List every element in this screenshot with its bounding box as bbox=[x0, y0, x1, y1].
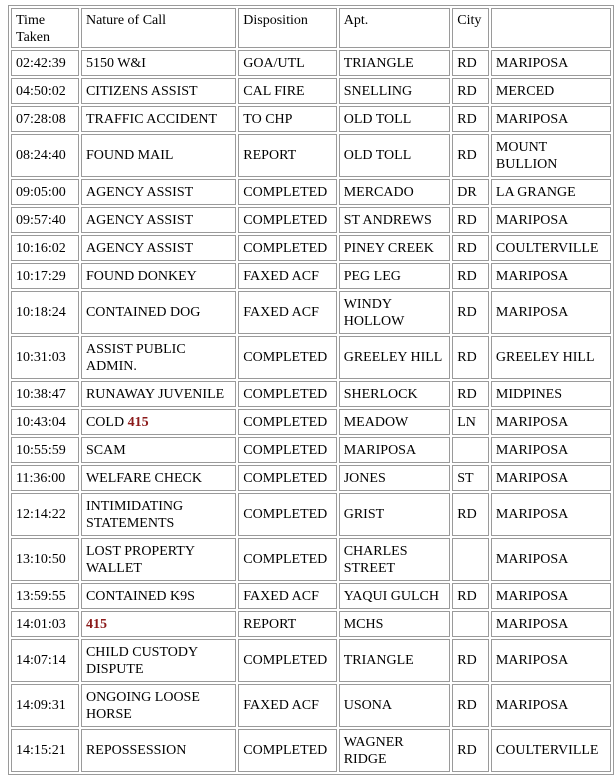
cell-apt: TRIANGLE bbox=[339, 639, 451, 682]
cell-disposition: COMPLETED bbox=[238, 409, 336, 435]
cell-nature bbox=[81, 134, 236, 177]
cell-nature bbox=[81, 291, 236, 334]
table-row bbox=[11, 611, 611, 637]
nature-text: CONTAINED DOG bbox=[85, 305, 201, 320]
cell-disposition: COMPLETED bbox=[238, 235, 336, 261]
nature-text: TRAFFIC ACCIDENT bbox=[85, 111, 218, 127]
nature-text: RUNAWAY JUVENILE bbox=[85, 386, 225, 402]
cell-nature bbox=[81, 50, 236, 76]
cell-place: MARIPOSA bbox=[491, 263, 611, 289]
table-row bbox=[11, 263, 611, 289]
nature-text: LOST PROPERTY WALLET bbox=[85, 543, 195, 576]
header-city: City bbox=[452, 8, 489, 48]
header-nature-of-call: Nature of Call bbox=[81, 8, 236, 48]
cell-nature bbox=[81, 465, 236, 491]
cell-disposition: REPORT bbox=[238, 611, 336, 637]
table-row bbox=[11, 291, 611, 334]
cell-time: 13:59:55 bbox=[11, 583, 79, 609]
table-row bbox=[11, 729, 611, 772]
cell-city: RD bbox=[452, 106, 489, 132]
cell-place: MARIPOSA bbox=[491, 538, 611, 581]
cell-nature bbox=[81, 235, 236, 261]
table-row bbox=[11, 465, 611, 491]
cell-place: MARIPOSA bbox=[491, 465, 611, 491]
cell-disposition: FAXED ACF bbox=[238, 291, 336, 334]
cell-time: 10:38:47 bbox=[11, 381, 79, 407]
cell-city bbox=[452, 437, 489, 463]
cell-time: 10:16:02 bbox=[11, 235, 79, 261]
cell-disposition: REPORT bbox=[238, 134, 336, 177]
nature-text: COLD bbox=[85, 414, 128, 430]
cell-apt: MERCADO bbox=[339, 179, 451, 205]
nature-text: AGENCY ASSIST bbox=[85, 212, 194, 228]
cell-apt: TRIANGLE bbox=[339, 50, 451, 76]
cell-city: RD bbox=[452, 207, 489, 233]
cell-place: MARIPOSA bbox=[491, 207, 611, 233]
header-apt: Apt. bbox=[339, 8, 451, 48]
cell-place: LA GRANGE bbox=[491, 179, 611, 205]
table-row bbox=[11, 50, 611, 76]
cell-place: MARIPOSA bbox=[491, 291, 611, 334]
table-row bbox=[11, 538, 611, 581]
cell-disposition: FAXED ACF bbox=[238, 583, 336, 609]
cell-time: 09:57:40 bbox=[11, 207, 79, 233]
table-row bbox=[11, 336, 611, 379]
cell-apt: SNELLING bbox=[339, 78, 451, 104]
cell-apt: MARIPOSA bbox=[339, 437, 451, 463]
table-row bbox=[11, 493, 611, 536]
cell-city: RD bbox=[452, 336, 489, 379]
cell-city: LN bbox=[452, 409, 489, 435]
cell-place: MARIPOSA bbox=[491, 639, 611, 682]
cell-disposition: COMPLETED bbox=[238, 465, 336, 491]
cell-time: 02:42:39 bbox=[11, 50, 79, 76]
cell-time: 10:31:03 bbox=[11, 336, 79, 379]
cell-apt: USONA bbox=[339, 684, 451, 727]
cell-nature bbox=[81, 106, 236, 132]
call-log-body bbox=[11, 50, 611, 772]
cell-disposition: COMPLETED bbox=[238, 437, 336, 463]
cell-place: MARIPOSA bbox=[491, 50, 611, 76]
cell-nature bbox=[81, 538, 236, 581]
cell-disposition: FAXED ACF bbox=[238, 263, 336, 289]
cell-time: 10:55:59 bbox=[11, 437, 79, 463]
cell-apt: GREELEY HILL bbox=[339, 336, 451, 379]
cell-nature bbox=[81, 78, 236, 104]
cell-place: MIDPINES bbox=[491, 381, 611, 407]
cell-nature bbox=[81, 207, 236, 233]
cell-apt: PEG LEG bbox=[339, 263, 451, 289]
table-row bbox=[11, 235, 611, 261]
cell-city: RD bbox=[452, 381, 489, 407]
cell-city: RD bbox=[452, 493, 489, 536]
cell-place: MARIPOSA bbox=[491, 611, 611, 637]
cell-city bbox=[452, 611, 489, 637]
cell-disposition: GOA/UTL bbox=[238, 50, 336, 76]
cell-time: 14:15:21 bbox=[11, 729, 79, 772]
cell-disposition: FAXED ACF bbox=[238, 684, 336, 727]
nature-text: AGENCY ASSIST bbox=[85, 240, 194, 256]
cell-nature bbox=[81, 263, 236, 289]
cell-time: 10:18:24 bbox=[11, 291, 79, 334]
code-highlight: 415 bbox=[127, 414, 149, 430]
cell-city: RD bbox=[452, 263, 489, 289]
cell-city: RD bbox=[452, 134, 489, 177]
cell-nature bbox=[81, 583, 236, 609]
table-row bbox=[11, 207, 611, 233]
nature-text: 5150 W&I bbox=[85, 55, 146, 71]
cell-place: MERCED bbox=[491, 78, 611, 104]
nature-text: CONTAINED K9S bbox=[85, 588, 195, 604]
cell-nature bbox=[81, 381, 236, 407]
cell-disposition: COMPLETED bbox=[238, 207, 336, 233]
cell-nature bbox=[81, 179, 236, 205]
nature-text: FOUND MAIL bbox=[85, 148, 174, 163]
cell-apt: MEADOW bbox=[339, 409, 451, 435]
nature-text: AGENCY ASSIST bbox=[85, 184, 194, 200]
call-log-table bbox=[8, 5, 614, 775]
cell-apt: ST ANDREWS bbox=[339, 207, 451, 233]
cell-apt: WINDY HOLLOW bbox=[339, 291, 451, 334]
nature-text: INTIMIDATING STATEMENTS bbox=[85, 498, 184, 531]
cell-apt: OLD TOLL bbox=[339, 134, 451, 177]
cell-nature bbox=[81, 639, 236, 682]
nature-text: CHILD CUSTODY DISPUTE bbox=[85, 644, 198, 677]
cell-city: RD bbox=[452, 639, 489, 682]
cell-city: ST bbox=[452, 465, 489, 491]
cell-place: MARIPOSA bbox=[491, 684, 611, 727]
cell-nature bbox=[81, 493, 236, 536]
cell-time: 14:09:31 bbox=[11, 684, 79, 727]
cell-place: MARIPOSA bbox=[491, 493, 611, 536]
cell-place: MOUNT BULLION bbox=[491, 134, 611, 177]
table-row bbox=[11, 437, 611, 463]
cell-disposition: TO CHP bbox=[238, 106, 336, 132]
cell-time: 04:50:02 bbox=[11, 78, 79, 104]
table-row bbox=[11, 583, 611, 609]
code-highlight: 415 bbox=[85, 616, 107, 632]
cell-apt: OLD TOLL bbox=[339, 106, 451, 132]
table-row bbox=[11, 106, 611, 132]
cell-disposition: COMPLETED bbox=[238, 538, 336, 581]
cell-nature bbox=[81, 611, 236, 637]
cell-city: RD bbox=[452, 684, 489, 727]
cell-city: DR bbox=[452, 179, 489, 205]
cell-city: RD bbox=[452, 235, 489, 261]
cell-apt: SHERLOCK bbox=[339, 381, 451, 407]
cell-disposition: COMPLETED bbox=[238, 639, 336, 682]
nature-text: ASSIST PUBLIC ADMIN. bbox=[85, 341, 186, 374]
cell-city: RD bbox=[452, 729, 489, 772]
cell-place: MARIPOSA bbox=[491, 583, 611, 609]
cell-city bbox=[452, 538, 489, 581]
cell-disposition: COMPLETED bbox=[238, 493, 336, 536]
cell-nature bbox=[81, 336, 236, 379]
table-row bbox=[11, 134, 611, 177]
cell-apt: CHARLES STREET bbox=[339, 538, 451, 581]
nature-text: ONGOING LOOSE HORSE bbox=[85, 689, 200, 722]
cell-apt: PINEY CREEK bbox=[339, 235, 451, 261]
cell-time: 08:24:40 bbox=[11, 134, 79, 177]
cell-place: MARIPOSA bbox=[491, 437, 611, 463]
cell-time: 12:14:22 bbox=[11, 493, 79, 536]
table-row bbox=[11, 381, 611, 407]
cell-apt: MCHS bbox=[339, 611, 451, 637]
cell-time: 10:17:29 bbox=[11, 263, 79, 289]
nature-text: CITIZENS ASSIST bbox=[85, 83, 198, 99]
header-disposition: Disposition bbox=[238, 8, 336, 48]
cell-time: 13:10:50 bbox=[11, 538, 79, 581]
nature-text: WELFARE CHECK bbox=[85, 470, 202, 486]
cell-time: 14:07:14 bbox=[11, 639, 79, 682]
cell-time: 07:28:08 bbox=[11, 106, 79, 132]
table-row bbox=[11, 409, 611, 435]
cell-nature bbox=[81, 437, 236, 463]
cell-time: 09:05:00 bbox=[11, 179, 79, 205]
nature-text: FOUND DONKEY bbox=[85, 268, 197, 284]
cell-nature bbox=[81, 729, 236, 772]
header-place bbox=[491, 8, 611, 48]
cell-nature bbox=[81, 409, 236, 435]
cell-city: RD bbox=[452, 583, 489, 609]
cell-time: 10:43:04 bbox=[11, 409, 79, 435]
cell-time: 11:36:00 bbox=[11, 465, 79, 491]
table-row bbox=[11, 78, 611, 104]
cell-city: RD bbox=[452, 50, 489, 76]
cell-disposition: COMPLETED bbox=[238, 179, 336, 205]
table-row bbox=[11, 684, 611, 727]
cell-apt: YAQUI GULCH bbox=[339, 583, 451, 609]
cell-city: RD bbox=[452, 291, 489, 334]
cell-city: RD bbox=[452, 78, 489, 104]
cell-place: COULTERVILLE bbox=[491, 729, 611, 772]
cell-disposition: COMPLETED bbox=[238, 381, 336, 407]
cell-disposition: COMPLETED bbox=[238, 336, 336, 379]
cell-place: GREELEY HILL bbox=[491, 336, 611, 379]
table-row bbox=[11, 639, 611, 682]
nature-text: REPOSSESSION bbox=[85, 743, 187, 758]
cell-apt: GRIST bbox=[339, 493, 451, 536]
nature-text: SCAM bbox=[85, 442, 126, 458]
table-row bbox=[11, 179, 611, 205]
cell-place: MARIPOSA bbox=[491, 409, 611, 435]
call-log bbox=[8, 5, 614, 775]
header-time-taken: Time Taken bbox=[11, 8, 79, 48]
cell-apt: JONES bbox=[339, 465, 451, 491]
header-row bbox=[11, 8, 611, 48]
cell-apt: WAGNER RIDGE bbox=[339, 729, 451, 772]
cell-disposition: COMPLETED bbox=[238, 729, 336, 772]
cell-time: 14:01:03 bbox=[11, 611, 79, 637]
cell-place: COULTERVILLE bbox=[491, 235, 611, 261]
cell-place: MARIPOSA bbox=[491, 106, 611, 132]
cell-nature bbox=[81, 684, 236, 727]
cell-disposition: CAL FIRE bbox=[238, 78, 336, 104]
